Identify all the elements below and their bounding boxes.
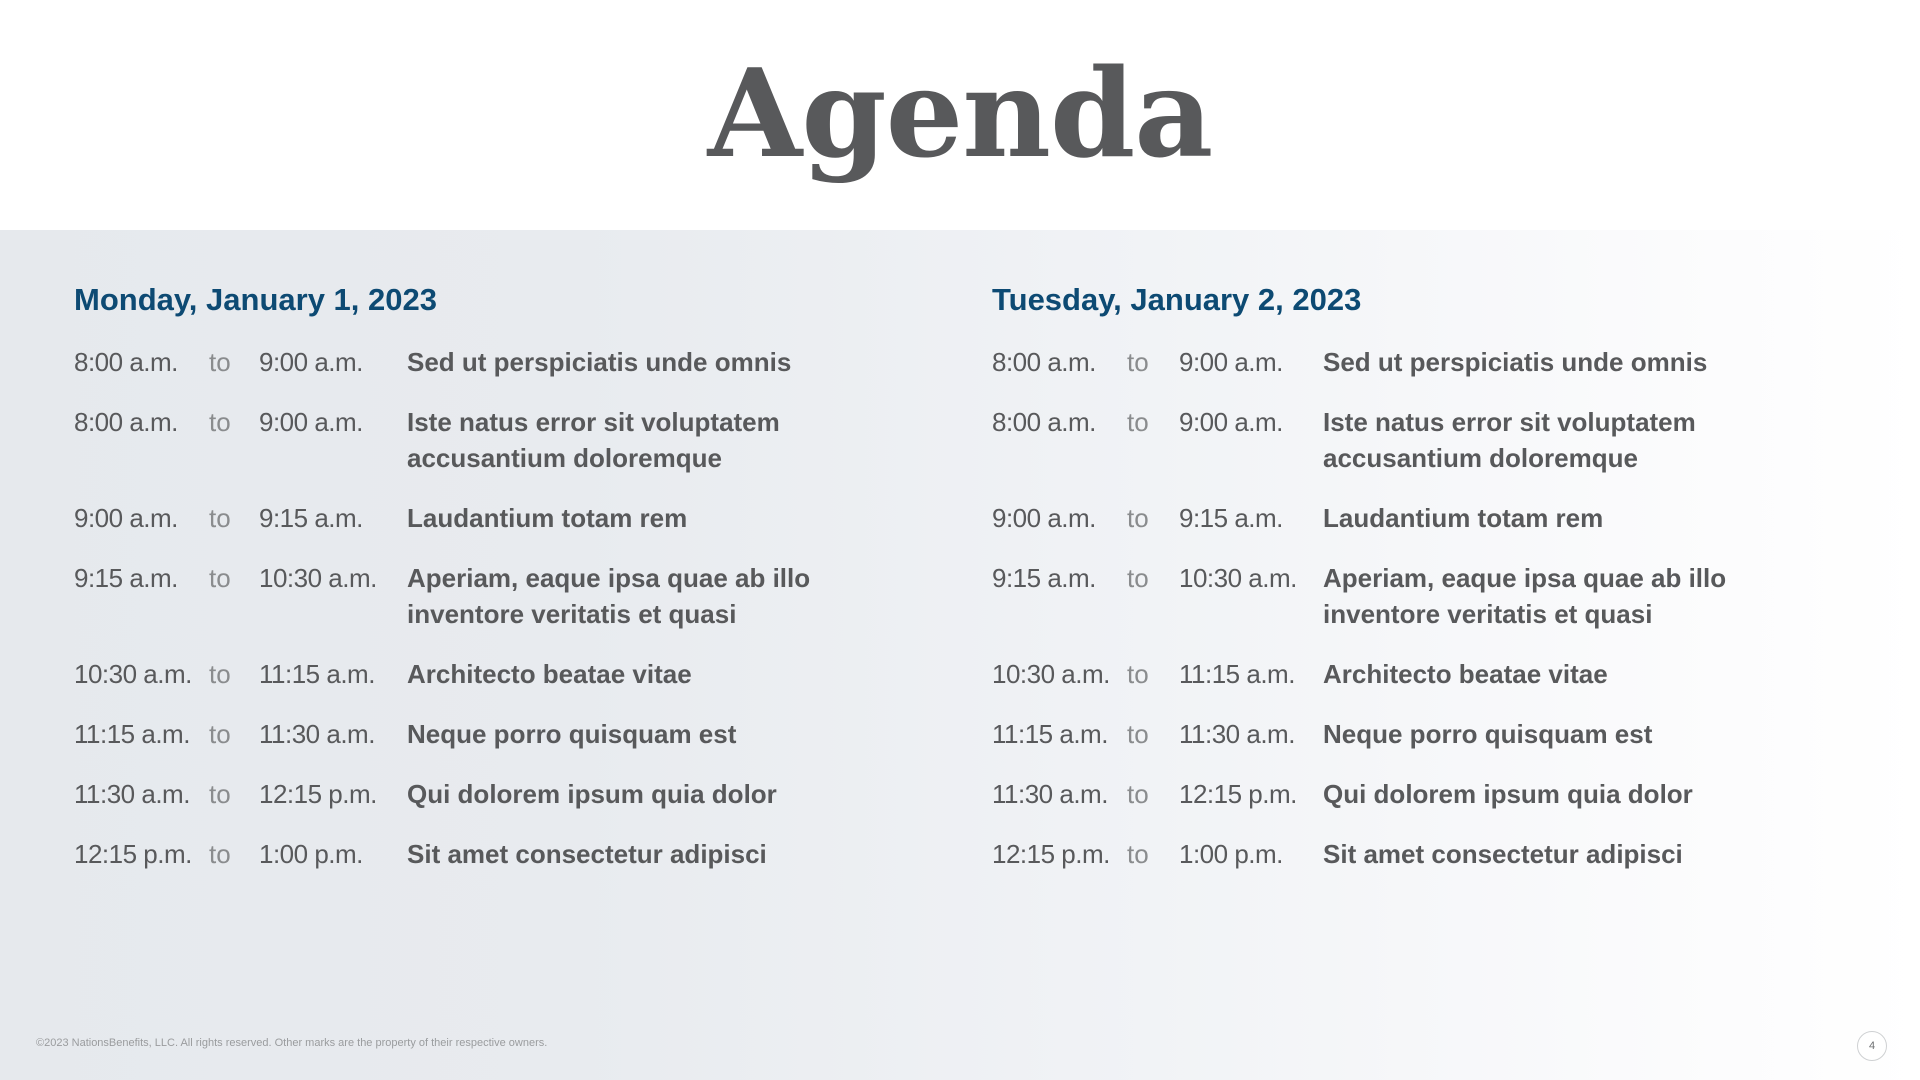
start-time: 8:00 a.m.: [74, 347, 178, 378]
agenda-row: [74, 836, 894, 872]
time-separator: to: [1127, 719, 1149, 750]
session-title: Sed ut perspiciatis unde omnis: [407, 347, 792, 378]
agenda-row: [74, 656, 894, 692]
time-separator: to: [1127, 779, 1149, 810]
session-list: [992, 344, 1812, 872]
session-title: Iste natus error sit voluptatem accusantium doloremque: [407, 407, 780, 474]
end-time: 10:30 a.m.: [1179, 563, 1297, 594]
start-time: 12:15 p.m.: [74, 839, 192, 870]
agenda-row: [992, 560, 1812, 632]
end-time: 9:15 a.m.: [259, 503, 363, 534]
agenda-row: [992, 404, 1812, 476]
start-time: 11:30 a.m.: [992, 779, 1108, 810]
end-time: 11:15 a.m.: [1179, 659, 1295, 690]
agenda-row: [992, 836, 1812, 872]
day-column-monday: [74, 280, 894, 896]
day-heading: Monday, January 1, 2023: [74, 282, 437, 317]
time-separator: to: [1127, 347, 1149, 378]
start-time: 9:00 a.m.: [74, 503, 178, 534]
session-title: Architecto beatae vitae: [407, 659, 692, 690]
time-separator: to: [1127, 659, 1149, 690]
time-separator: to: [1127, 503, 1149, 534]
start-time: 10:30 a.m.: [74, 659, 192, 690]
agenda-row: [992, 656, 1812, 692]
start-time: 9:15 a.m.: [74, 563, 178, 594]
time-separator: to: [1127, 563, 1149, 594]
agenda-row: [992, 776, 1812, 812]
session-title: Sed ut perspiciatis unde omnis: [1323, 347, 1708, 378]
start-time: 10:30 a.m.: [992, 659, 1110, 690]
session-title: Laudantium totam rem: [407, 503, 688, 534]
title-area: [0, 0, 1920, 230]
time-separator: to: [209, 839, 231, 870]
agenda-row: [74, 500, 894, 536]
start-time: 9:15 a.m.: [992, 563, 1096, 594]
copyright-footer: ©2023 NationsBenefits, LLC. All rights reserved. Other marks are the property of their respective owners.: [36, 1037, 548, 1049]
page-title: Agenda: [707, 41, 1213, 185]
session-title: Aperiam, eaque ipsa quae ab illo inventore veritatis et quasi: [407, 563, 811, 630]
start-time: 8:00 a.m.: [74, 407, 178, 438]
session-title: Aperiam, eaque ipsa quae ab illo inventore veritatis et quasi: [1323, 563, 1727, 630]
end-time: 1:00 p.m.: [259, 839, 363, 870]
day-heading: Tuesday, January 2, 2023: [992, 282, 1362, 317]
time-separator: to: [209, 719, 231, 750]
time-separator: to: [209, 659, 231, 690]
agenda-row: [74, 716, 894, 752]
start-time: 11:15 a.m.: [74, 719, 190, 750]
session-list: [74, 344, 894, 872]
agenda-row: [74, 344, 894, 380]
end-time: 10:30 a.m.: [259, 563, 377, 594]
end-time: 9:00 a.m.: [1179, 347, 1283, 378]
session-title: Sit amet consectetur adipisci: [1323, 839, 1683, 870]
agenda-row: [74, 404, 894, 476]
time-separator: to: [1127, 407, 1149, 438]
agenda-row: [992, 500, 1812, 536]
agenda-panel: [0, 230, 1920, 1080]
agenda-row: [992, 716, 1812, 752]
end-time: 9:00 a.m.: [259, 347, 363, 378]
session-title: Iste natus error sit voluptatem accusantium doloremque: [1323, 407, 1696, 474]
time-separator: to: [1127, 839, 1149, 870]
start-time: 8:00 a.m.: [992, 407, 1096, 438]
time-separator: to: [209, 503, 231, 534]
end-time: 9:15 a.m.: [1179, 503, 1283, 534]
end-time: 12:15 p.m.: [1179, 779, 1297, 810]
agenda-row: [74, 560, 894, 632]
end-time: 9:00 a.m.: [1179, 407, 1283, 438]
session-title: Sit amet consectetur adipisci: [407, 839, 767, 870]
session-title: Architecto beatae vitae: [1323, 659, 1608, 690]
end-time: 1:00 p.m.: [1179, 839, 1283, 870]
page-number-badge: 4: [1857, 1031, 1887, 1061]
agenda-row: [992, 344, 1812, 380]
day-column-tuesday: [992, 280, 1812, 896]
end-time: 11:30 a.m.: [1179, 719, 1295, 750]
session-title: Neque porro quisquam est: [1323, 719, 1653, 750]
end-time: 12:15 p.m.: [259, 779, 377, 810]
time-separator: to: [209, 563, 231, 594]
end-time: 11:30 a.m.: [259, 719, 375, 750]
start-time: 11:15 a.m.: [992, 719, 1108, 750]
start-time: 11:30 a.m.: [74, 779, 190, 810]
session-title: Laudantium totam rem: [1323, 503, 1604, 534]
time-separator: to: [209, 347, 231, 378]
time-separator: to: [209, 407, 231, 438]
session-title: Qui dolorem ipsum quia dolor: [407, 779, 777, 810]
time-separator: to: [209, 779, 231, 810]
agenda-row: [74, 776, 894, 812]
start-time: 9:00 a.m.: [992, 503, 1096, 534]
session-title: Neque porro quisquam est: [407, 719, 737, 750]
start-time: 12:15 p.m.: [992, 839, 1110, 870]
session-title: Qui dolorem ipsum quia dolor: [1323, 779, 1693, 810]
end-time: 9:00 a.m.: [259, 407, 363, 438]
start-time: 8:00 a.m.: [992, 347, 1096, 378]
end-time: 11:15 a.m.: [259, 659, 375, 690]
